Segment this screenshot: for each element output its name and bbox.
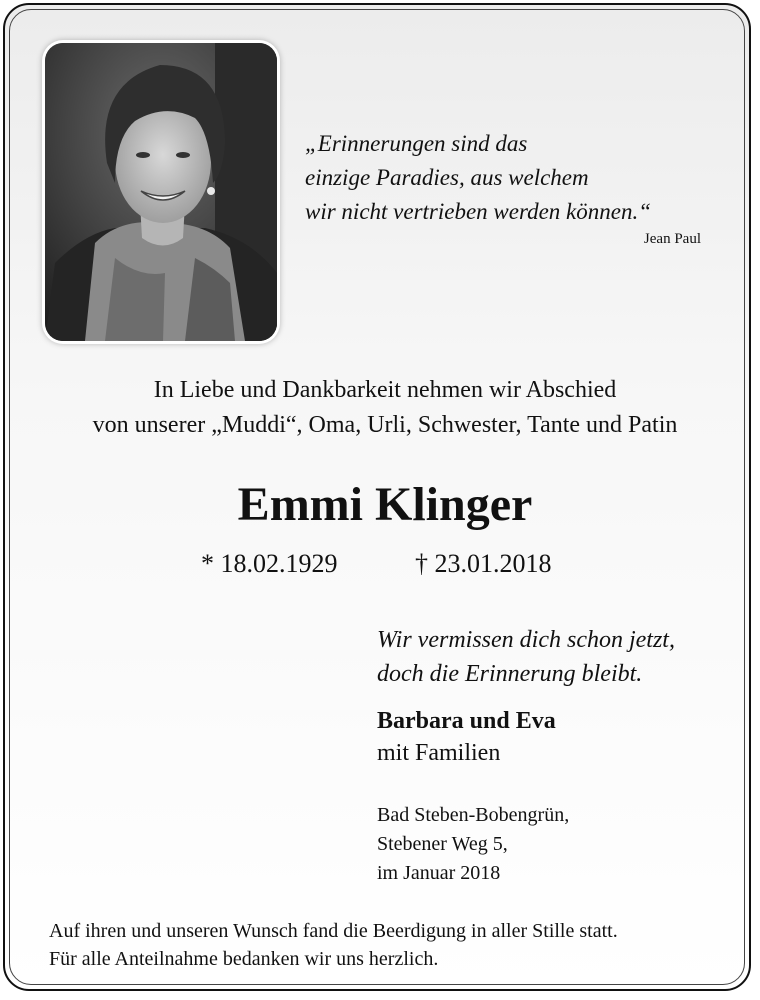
quote-author: Jean Paul bbox=[643, 231, 701, 247]
address-line-1: Bad Steben-Bobengrün, bbox=[377, 804, 570, 826]
obituary-card bbox=[3, 3, 751, 991]
footer-line-1: Auf ihren und unseren Wunsch fand die Beerdigung in aller Stille statt. bbox=[49, 920, 618, 942]
farewell-message bbox=[377, 623, 675, 691]
address-block bbox=[377, 801, 569, 888]
message-line-2: doch die Erinnerung bleibt. bbox=[377, 661, 643, 687]
farewell-intro bbox=[5, 373, 760, 443]
mourner-names: Barbara und Eva bbox=[377, 708, 556, 734]
footer-line-2: Für alle Anteilnahme bedanken wir uns herzlich. bbox=[49, 948, 439, 970]
memorial-quote bbox=[305, 127, 725, 229]
intro-line-2: von unserer „Muddi“, Oma, Urli, Schwester, Tante und Patin bbox=[92, 412, 678, 438]
footer-note bbox=[49, 917, 618, 973]
message-line-1: Wir vermissen dich schon jetzt, bbox=[377, 627, 675, 653]
quote-line: einzige Paradies, aus welchem bbox=[305, 165, 589, 190]
portrait-photo bbox=[45, 43, 277, 341]
quote-line: wir nicht vertrieben werden können.“ bbox=[305, 199, 651, 224]
address-line-3: im Januar 2018 bbox=[377, 862, 501, 884]
deceased-name: Emmi Klinger bbox=[237, 478, 533, 531]
intro-line-1: In Liebe und Dankbarkeit nehmen wir Abschied bbox=[153, 377, 617, 403]
address-line-2: Stebener Weg 5, bbox=[377, 833, 508, 855]
birth-date: * 18.02.1929 bbox=[201, 549, 338, 578]
mourner-families: mit Familien bbox=[377, 740, 501, 766]
mourners bbox=[377, 705, 556, 769]
quote-line: „Erinnerungen sind das bbox=[305, 131, 528, 156]
death-date: † 23.01.2018 bbox=[415, 549, 552, 578]
